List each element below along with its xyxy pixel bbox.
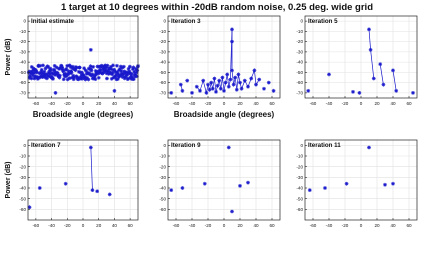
y-tick-label: -10 — [19, 28, 26, 34]
x-tick-label: 0 — [359, 101, 363, 106]
y-tick-label: -20 — [19, 39, 26, 45]
chart-panel-5 — [159, 140, 280, 228]
y-tick-label: -20 — [159, 39, 166, 45]
x-tick-label: 60 — [269, 101, 275, 106]
data-point — [372, 77, 376, 81]
data-point — [216, 84, 220, 88]
data-point — [179, 83, 183, 87]
chart-panel-2 — [159, 16, 280, 119]
data-point — [391, 68, 395, 72]
data-point — [394, 89, 398, 93]
y-tick-label: -40 — [296, 185, 303, 191]
data-point — [238, 81, 242, 85]
noise-marker — [87, 78, 91, 82]
y-tick-label: -20 — [296, 39, 303, 45]
data-point — [64, 182, 68, 186]
data-point — [249, 77, 253, 81]
data-point — [367, 146, 371, 150]
data-point — [351, 90, 355, 94]
y-tick-label: -30 — [159, 49, 166, 55]
x-tick-label: 20 — [96, 101, 102, 106]
x-tick-label: -40 — [48, 101, 55, 106]
x-tick-label: -40 — [48, 223, 55, 228]
data-point — [214, 90, 218, 94]
noise-marker — [97, 76, 101, 80]
y-tick-label: -50 — [159, 196, 166, 202]
panel-title: Iteration 7 — [31, 142, 61, 149]
data-point — [243, 79, 247, 83]
y-tick-label: -30 — [159, 174, 166, 180]
x-tick-label: -60 — [32, 223, 40, 228]
data-point — [383, 183, 387, 187]
data-point — [203, 182, 207, 186]
x-tick-label: -20 — [341, 101, 349, 106]
x-tick-label: 60 — [406, 223, 412, 228]
y-tick-label: 0 — [23, 142, 26, 148]
data-point — [257, 78, 261, 82]
y-tick-label: -70 — [159, 90, 166, 96]
data-point — [327, 73, 331, 77]
y-tick-label: -70 — [19, 90, 26, 96]
x-tick-label: 40 — [390, 101, 396, 106]
data-point — [227, 146, 231, 150]
y-tick-label: 0 — [23, 18, 26, 24]
x-tick-label: 0 — [222, 223, 226, 228]
y-tick-label: -30 — [296, 49, 303, 55]
y-tick-label: -60 — [19, 206, 26, 212]
y-tick-label: -10 — [159, 28, 166, 34]
chart-panel-3 — [296, 16, 417, 106]
y-axis-label: Power (dB) — [5, 161, 12, 199]
data-point — [209, 81, 213, 85]
x-tick-label: 20 — [374, 101, 380, 106]
data-point — [411, 91, 415, 95]
y-tick-label: -50 — [296, 196, 303, 202]
y-tick-label: -40 — [19, 59, 26, 65]
y-tick-label: 0 — [163, 18, 166, 24]
noise-marker — [135, 69, 139, 73]
x-tick-label: 40 — [253, 101, 259, 106]
data-point — [95, 189, 99, 193]
data-point — [382, 83, 386, 87]
y-tick-label: -20 — [159, 164, 166, 170]
y-tick-label: -30 — [19, 174, 26, 180]
data-point — [211, 87, 215, 91]
x-tick-label: -60 — [172, 101, 180, 106]
x-tick-label: 40 — [253, 223, 259, 228]
data-point — [217, 79, 221, 83]
data-point — [262, 87, 266, 91]
y-tick-label: -40 — [159, 185, 166, 191]
data-point — [267, 81, 271, 85]
data-point — [227, 85, 231, 89]
x-tick-label: -60 — [309, 223, 317, 228]
data-point — [235, 88, 239, 92]
data-point — [54, 91, 58, 95]
x-tick-label: -40 — [188, 223, 196, 228]
data-point — [38, 186, 42, 190]
data-point — [246, 181, 250, 185]
data-point — [213, 77, 217, 81]
x-tick-label: 40 — [111, 223, 117, 228]
noise-marker — [58, 74, 62, 78]
y-tick-label: -30 — [296, 174, 303, 180]
data-point — [232, 83, 236, 87]
y-tick-label: 0 — [163, 142, 166, 148]
x-tick-label: 20 — [96, 223, 102, 228]
data-point — [306, 89, 310, 93]
x-tick-label: -40 — [325, 223, 333, 228]
y-tick-label: -10 — [296, 28, 303, 34]
data-point — [205, 91, 209, 95]
data-point — [246, 85, 250, 89]
y-tick-label: -10 — [296, 153, 303, 159]
y-tick-label: -10 — [19, 153, 26, 159]
x-tick-label: -20 — [63, 223, 71, 228]
x-tick-label: 0 — [359, 223, 363, 228]
x-axis-label: Broadside angle (degrees) — [32, 110, 134, 119]
x-tick-label: -20 — [341, 223, 349, 228]
x-tick-label: 40 — [111, 101, 117, 106]
data-point — [308, 188, 312, 192]
y-tick-label: -70 — [296, 90, 303, 96]
y-tick-label: -10 — [159, 153, 166, 159]
y-tick-label: -50 — [19, 69, 26, 75]
data-point — [391, 182, 395, 186]
x-tick-label: -20 — [204, 101, 212, 106]
x-tick-label: 20 — [237, 223, 243, 228]
data-point — [206, 83, 210, 87]
x-tick-label: -40 — [325, 101, 333, 106]
data-point — [108, 193, 112, 197]
data-point — [233, 76, 237, 80]
data-point — [224, 81, 228, 85]
y-axis-label: Power (dB) — [5, 38, 12, 76]
x-tick-label: -60 — [32, 101, 40, 106]
y-tick-label: -50 — [159, 69, 166, 75]
data-point — [198, 89, 202, 93]
data-point — [190, 91, 194, 95]
data-point — [195, 85, 199, 89]
panel-title: Initial estimate — [31, 18, 74, 25]
y-tick-label: -30 — [19, 49, 26, 55]
data-point — [230, 40, 234, 44]
x-tick-label: 20 — [374, 223, 380, 228]
data-point — [181, 186, 185, 190]
y-tick-label: -60 — [159, 80, 166, 86]
data-point — [219, 87, 223, 91]
y-tick-label: -60 — [296, 80, 303, 86]
chart-panel-6 — [296, 140, 417, 228]
y-tick-label: -40 — [296, 59, 303, 65]
data-point — [181, 89, 185, 93]
figure-title: 1 target at 10 degrees within -20dB random noise, 0.25 deg. wide grid — [61, 2, 373, 13]
y-tick-label: -60 — [296, 206, 303, 212]
y-tick-label: -40 — [159, 59, 166, 65]
data-point — [169, 188, 173, 192]
data-point — [237, 73, 241, 77]
data-point — [221, 76, 225, 80]
data-point — [89, 146, 93, 150]
data-point — [230, 68, 234, 72]
x-tick-label: 20 — [237, 101, 243, 106]
y-tick-label: 0 — [300, 142, 303, 148]
noise-marker — [78, 66, 82, 70]
data-point — [272, 89, 276, 93]
chart-panel-4 — [5, 140, 138, 228]
y-tick-label: -60 — [19, 80, 26, 86]
data-point — [345, 182, 349, 186]
data-point — [229, 78, 233, 82]
x-tick-label: 60 — [406, 101, 412, 106]
y-tick-label: -20 — [19, 164, 26, 170]
x-tick-label: 40 — [390, 223, 396, 228]
x-tick-label: -60 — [309, 101, 317, 106]
data-point — [358, 91, 362, 95]
y-tick-label: -50 — [19, 196, 26, 202]
x-tick-label: 60 — [127, 101, 133, 106]
x-tick-label: -60 — [172, 223, 180, 228]
data-point — [185, 79, 189, 83]
data-point — [323, 186, 327, 190]
y-tick-label: -20 — [296, 164, 303, 170]
data-point — [89, 48, 93, 52]
data-point — [222, 89, 226, 93]
data-point — [230, 210, 234, 214]
noise-marker — [122, 65, 126, 69]
x-tick-label: 60 — [127, 223, 133, 228]
data-point — [240, 87, 244, 91]
y-tick-label: -50 — [296, 69, 303, 75]
data-point — [201, 79, 205, 83]
data-point — [254, 83, 258, 87]
panel-title: Iteration 3 — [171, 18, 201, 25]
x-tick-label: 0 — [81, 101, 85, 106]
data-point — [225, 73, 229, 77]
panel-title: Iteration 11 — [308, 142, 341, 149]
chart-panel-1 — [5, 16, 140, 119]
x-tick-label: 0 — [81, 223, 85, 228]
data-point — [378, 62, 382, 66]
x-tick-label: 60 — [269, 223, 275, 228]
data-point — [238, 184, 242, 188]
panel-title: Iteration 9 — [171, 142, 201, 149]
noise-marker — [128, 65, 132, 69]
noise-marker — [111, 63, 115, 67]
panel-title: Iteration 5 — [308, 18, 338, 25]
noise-marker — [105, 77, 109, 81]
noise-marker — [115, 64, 119, 68]
y-tick-label: 0 — [300, 18, 303, 24]
x-tick-label: 0 — [222, 101, 226, 106]
x-tick-label: -20 — [204, 223, 212, 228]
x-axis-label: Broadside angle (degrees) — [173, 110, 275, 119]
data-point — [369, 48, 373, 52]
noise-marker — [41, 64, 45, 68]
x-tick-label: -20 — [63, 101, 71, 106]
x-tick-label: -40 — [188, 101, 196, 106]
y-tick-label: -40 — [19, 185, 26, 191]
noise-marker — [38, 64, 42, 68]
noise-marker — [91, 65, 95, 69]
y-tick-label: -60 — [159, 206, 166, 212]
noise-marker — [90, 68, 94, 72]
